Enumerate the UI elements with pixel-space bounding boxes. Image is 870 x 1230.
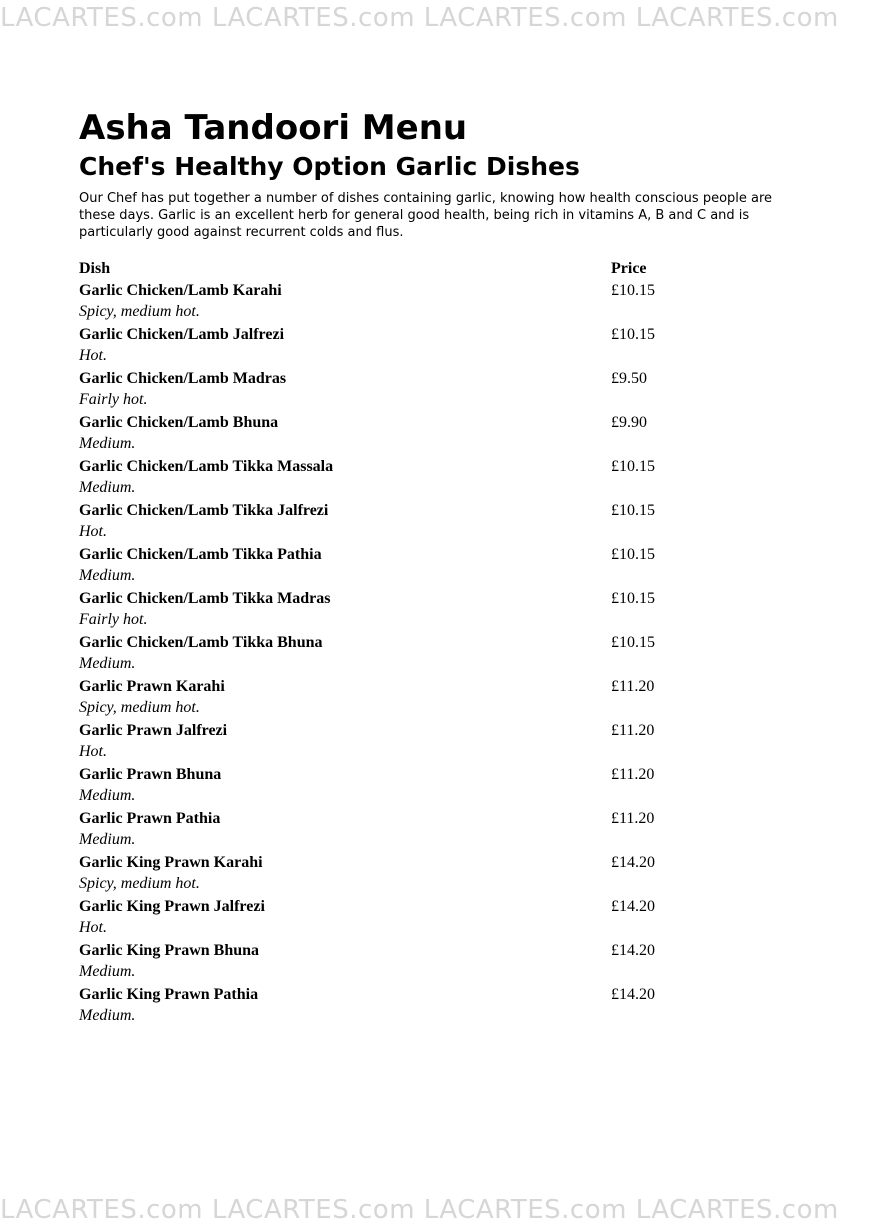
dish-price: £10.15 (611, 326, 655, 343)
dish-name: Garlic King Prawn Karahi (79, 854, 263, 871)
dish-name: Garlic Chicken/Lamb Jalfrezi (79, 326, 285, 343)
dish-name: Garlic King Prawn Bhuna (79, 942, 260, 959)
menu-item (79, 720, 719, 764)
dish-price: £10.15 (611, 502, 655, 519)
menu-item (79, 544, 719, 588)
dish-price: £10.15 (611, 282, 655, 299)
dish-name: Garlic King Prawn Pathia (79, 986, 259, 1003)
dish-description: Hot. (79, 919, 107, 936)
column-header-price: Price (611, 260, 647, 277)
menu-item (79, 588, 719, 632)
dish-description: Medium. (79, 1007, 136, 1024)
dish-description: Spicy, medium hot. (79, 699, 200, 716)
menu-item (79, 676, 719, 720)
dish-description: Medium. (79, 435, 136, 452)
dish-description: Medium. (79, 831, 136, 848)
menu-item (79, 456, 719, 500)
dish-name: Garlic Chicken/Lamb Karahi (79, 282, 282, 299)
menu-item (79, 280, 719, 324)
menu-item (79, 808, 719, 852)
dish-name: Garlic Chicken/Lamb Madras (79, 370, 287, 387)
dish-price: £10.15 (611, 590, 655, 607)
dish-price: £9.90 (611, 414, 647, 431)
dish-description: Hot. (79, 347, 107, 364)
dish-price: £14.20 (611, 854, 655, 871)
table-header (79, 258, 719, 280)
dish-name: Garlic Chicken/Lamb Tikka Pathia (79, 546, 322, 563)
page-title: Asha Tandoori Menu (79, 108, 468, 148)
dish-price: £10.15 (611, 546, 655, 563)
dish-name: Garlic Prawn Bhuna (79, 766, 222, 783)
menu-item (79, 764, 719, 808)
dish-description: Spicy, medium hot. (79, 303, 200, 320)
dish-description: Medium. (79, 963, 136, 980)
menu-item (79, 368, 719, 412)
dish-name: Garlic Prawn Karahi (79, 678, 225, 695)
menu-item (79, 940, 719, 984)
dish-description: Medium. (79, 567, 136, 584)
dish-description: Hot. (79, 743, 107, 760)
menu-item (79, 984, 719, 1028)
dish-price: £14.20 (611, 942, 655, 959)
dish-name: Garlic Chicken/Lamb Tikka Bhuna (79, 634, 323, 651)
dish-name: Garlic Chicken/Lamb Tikka Massala (79, 458, 334, 475)
dish-price: £9.50 (611, 370, 647, 387)
dish-price: £10.15 (611, 458, 655, 475)
dish-description: Fairly hot. (79, 611, 148, 628)
watermark-bottom: LACARTES.com LACARTES.com LACARTES.com LACARTES.com (0, 1195, 839, 1225)
dish-name: Garlic King Prawn Jalfrezi (79, 898, 265, 915)
dish-price: £11.20 (611, 766, 655, 783)
dish-price: £11.20 (611, 810, 655, 827)
dish-name: Garlic Chicken/Lamb Tikka Jalfrezi (79, 502, 329, 519)
menu-item (79, 852, 719, 896)
menu-header (79, 108, 799, 241)
column-header-dish: Dish (79, 260, 111, 277)
dish-description: Hot. (79, 523, 107, 540)
dish-name: Garlic Chicken/Lamb Tikka Madras (79, 590, 331, 607)
dish-description: Medium. (79, 479, 136, 496)
dish-description: Spicy, medium hot. (79, 875, 200, 892)
menu-item (79, 896, 719, 940)
menu-item (79, 324, 719, 368)
menu-item (79, 632, 719, 676)
dish-price: £14.20 (611, 986, 655, 1003)
dish-price: £11.20 (611, 722, 655, 739)
menu-item (79, 500, 719, 544)
menu-table (79, 258, 719, 1028)
dish-price: £11.20 (611, 678, 655, 695)
dish-price: £14.20 (611, 898, 655, 915)
dish-description: Fairly hot. (79, 391, 148, 408)
intro-paragraph: Our Chef has put together a number of dishes containing garlic, knowing how health conscious people are these days. Garlic is an excellent herb for general good health, being rich in vitamins A, B and C and is particularly good against recurrent colds and flus. (79, 191, 773, 240)
watermark-top: LACARTES.com LACARTES.com LACARTES.com LACARTES.com (0, 3, 839, 33)
dish-description: Medium. (79, 655, 136, 672)
dish-description: Medium. (79, 787, 136, 804)
section-title: Chef's Healthy Option Garlic Dishes (79, 152, 580, 181)
dish-price: £10.15 (611, 634, 655, 651)
menu-items (79, 280, 719, 1028)
menu-item (79, 412, 719, 456)
dish-name: Garlic Chicken/Lamb Bhuna (79, 414, 279, 431)
dish-name: Garlic Prawn Jalfrezi (79, 722, 228, 739)
dish-name: Garlic Prawn Pathia (79, 810, 221, 827)
